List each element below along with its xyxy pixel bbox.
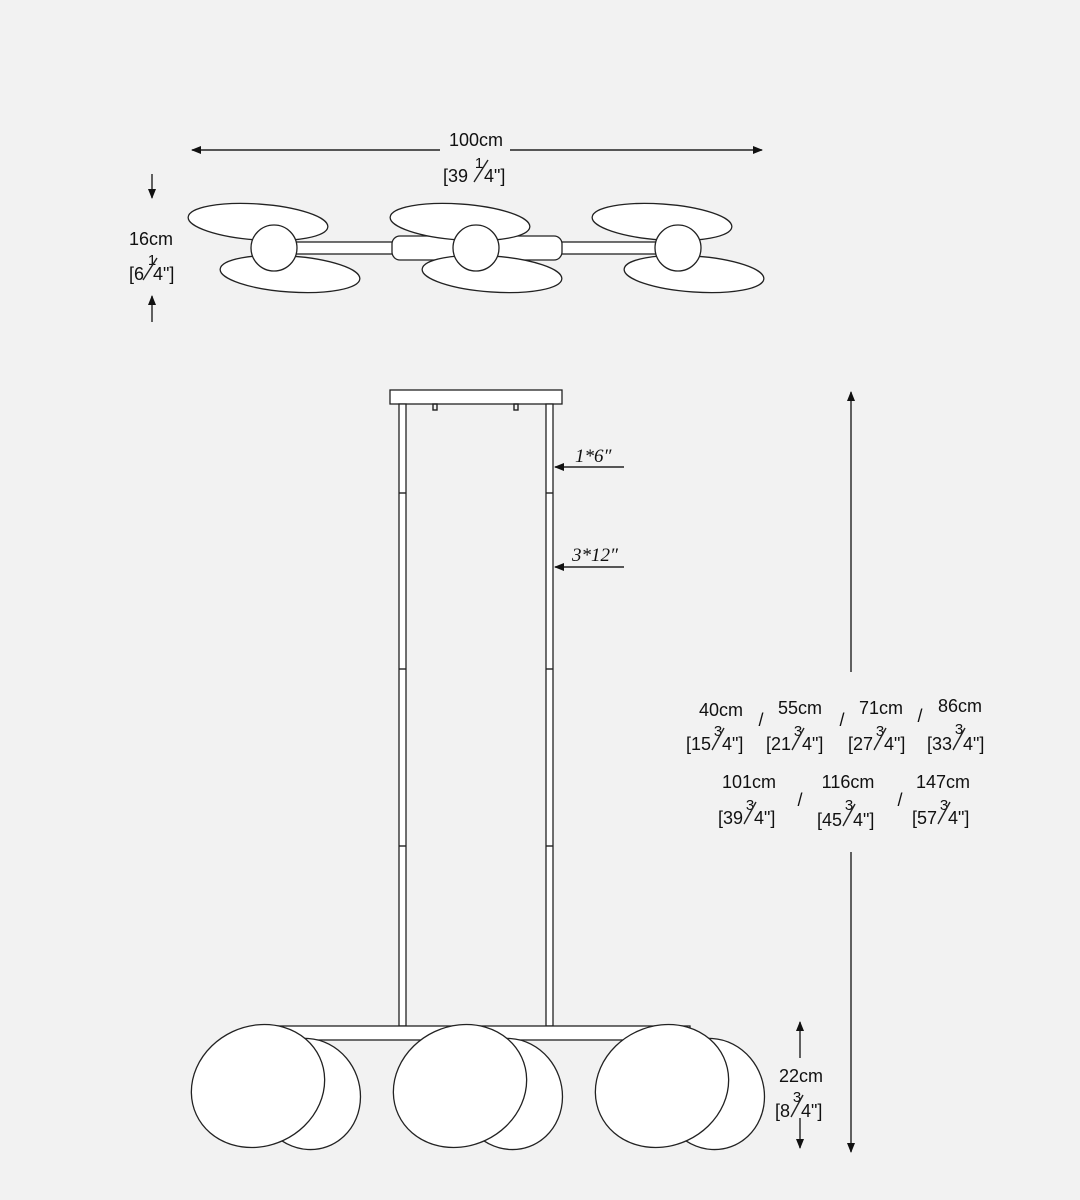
drop-separator-3: / — [917, 706, 923, 726]
drop-6-metric: 116cm — [821, 772, 875, 792]
drop-separator-2: / — [839, 710, 845, 730]
top-bulb-2 — [453, 225, 499, 271]
canopy-screw-1 — [433, 404, 437, 410]
short-rod-label: 1*6″ — [575, 446, 612, 467]
drop-1-whole: [15 — [685, 734, 711, 754]
height-imperial-whole: [6 — [128, 264, 144, 284]
width-imperial-whole: [39 — [442, 166, 468, 186]
top-bulb-1 — [251, 225, 297, 271]
drop-3-num: 3 — [875, 723, 885, 740]
drop-2-metric: 55cm — [777, 698, 823, 718]
drop-3-metric: 71cm — [858, 698, 904, 718]
drop-3-den: 4"] — [884, 734, 906, 754]
drop-4-den: 4"] — [963, 734, 985, 754]
height-imperial-num: 1 — [147, 252, 157, 269]
drop-7-metric: 147cm — [915, 772, 971, 792]
drop-5-den: 4"] — [754, 808, 776, 828]
drop-6-num: 3 — [844, 797, 854, 814]
width-metric: 100cm — [448, 130, 504, 150]
drop-1-num: 3 — [713, 723, 723, 740]
drop-2-den: 4"] — [802, 734, 824, 754]
drop-5-num: 3 — [745, 797, 755, 814]
drop-5-metric: 101cm — [721, 772, 777, 792]
drop-5-whole: [39 — [717, 808, 743, 828]
drop-2-num: 3 — [793, 723, 803, 740]
ceiling-canopy — [390, 390, 562, 404]
drop-4-num: 3 — [954, 721, 964, 738]
body-height-metric: 22cm — [778, 1066, 824, 1086]
drop-1-metric: 40cm — [698, 700, 744, 720]
right-suspension-rod — [546, 404, 553, 1026]
long-rod-label: 3*12″ — [572, 545, 618, 566]
body-height-den: 4"] — [801, 1101, 823, 1121]
drop-separator-5: / — [897, 790, 903, 810]
canopy-screw-2 — [514, 404, 518, 410]
drop-7-den: 4"] — [948, 808, 970, 828]
body-height-whole: [8 — [774, 1101, 790, 1121]
drop-6-whole: [45 — [816, 810, 842, 830]
width-imperial-num: 1 — [474, 155, 484, 172]
drop-separator-4: / — [797, 790, 803, 810]
height-metric: 16cm — [128, 229, 174, 249]
top-bulb-3 — [655, 225, 701, 271]
drop-2-whole: [21 — [765, 734, 791, 754]
width-imperial-den: 4"] — [484, 166, 506, 186]
drop-7-whole: [57 — [911, 808, 937, 828]
side-view — [171, 390, 984, 1169]
drop-4-metric: 86cm — [937, 696, 983, 716]
body-height-num: 3 — [792, 1089, 802, 1106]
drop-1-den: 4"] — [722, 734, 744, 754]
drop-4-whole: [33 — [926, 734, 952, 754]
drop-3-whole: [27 — [847, 734, 873, 754]
left-suspension-rod — [399, 404, 406, 1026]
top-view — [129, 130, 765, 322]
drop-6-den: 4"] — [853, 810, 875, 830]
height-imperial-den: 4"] — [153, 264, 175, 284]
drop-separator-1: / — [758, 710, 764, 730]
drop-7-num: 3 — [939, 797, 949, 814]
